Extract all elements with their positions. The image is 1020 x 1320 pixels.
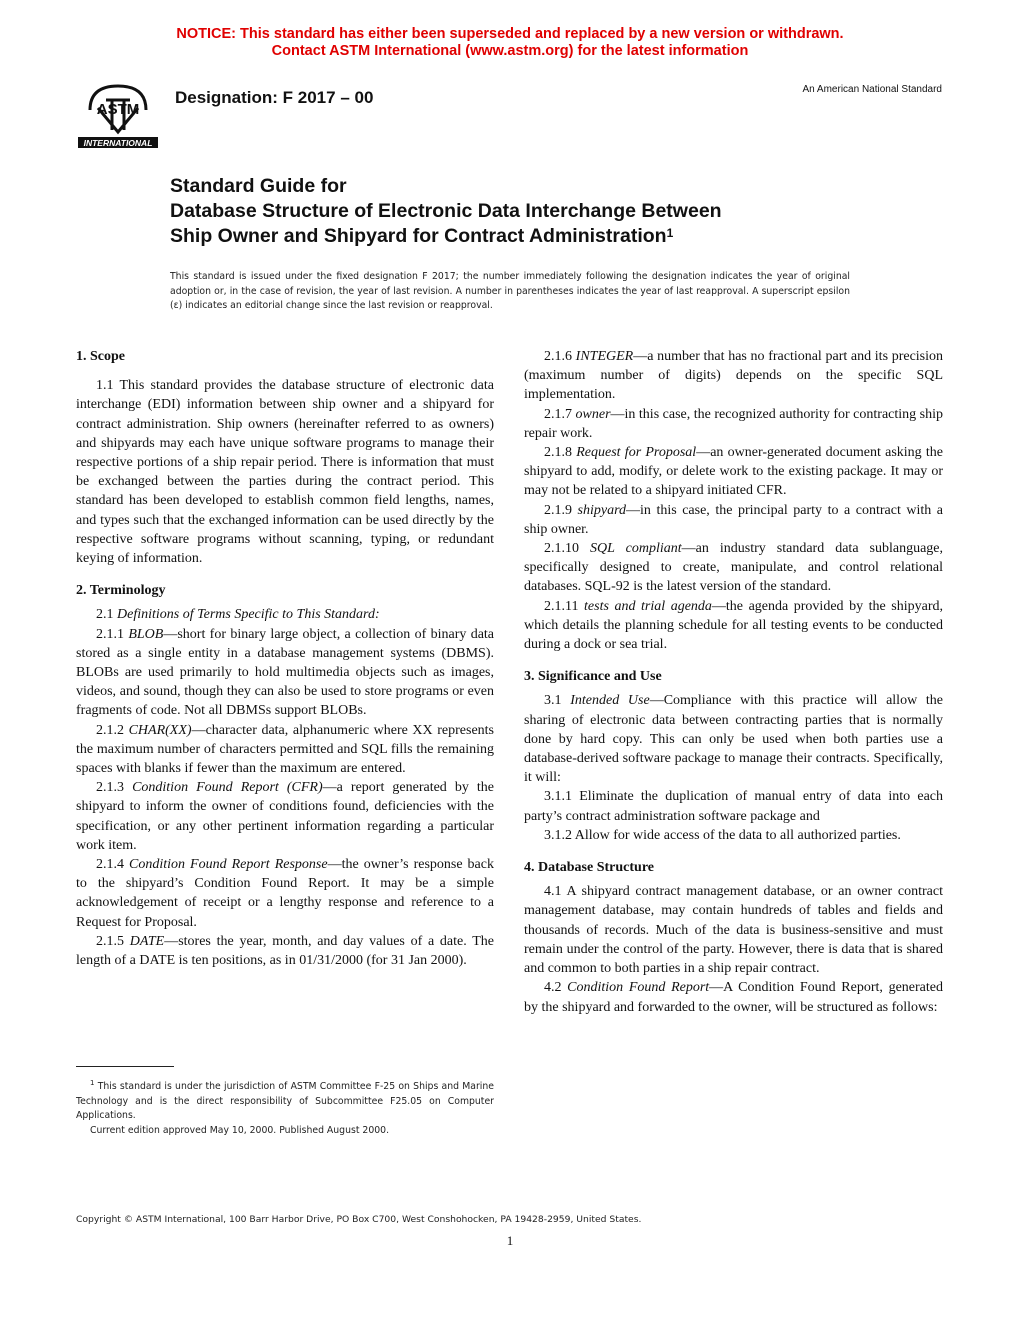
para-3-1-1: 3.1.1 Eliminate the duplication of manual entry of data into each party’s contract administration software package and [524, 789, 943, 824]
footnote-1: $^1$ This standard is under the jurisdiction of ASTM Committee F-25 on Ships and Marine Technology and is the direct responsibility of Subcommittee F25.05 on Computer Applications. [76, 1079, 494, 1122]
def-2-1-5: 2.1.5 DATE—stores the year, month, and day values of a date. The length of a DATE is ten positions, as in 01/31/2000 (for 31 Jan 2000). [76, 933, 494, 969]
notice-line-2: Contact ASTM International (www.astm.org) for the latest information [271, 43, 749, 59]
issued-notice: This standard is issued under the fixed designation F 2017; the number immediately following the designation indicates the year of original adoption or, in the case of revision, the year of last revision. A number in parentheses indicates the year of last reapproval. A superscript epsilon (ε) indicates an editorial change since the last revision or reapproval. [170, 271, 850, 311]
para-3-1-2: 3.1.2 Allow for wide access of the data to all authorized parties. [544, 827, 901, 843]
title-line-2: Database Structure of Electronic Data Interchange Between [170, 200, 722, 222]
copyright: Copyright © ASTM International, 100 Barr Harbor Drive, PO Box C700, West Conshohocken, PA 19428-2959, United States. [76, 1214, 642, 1225]
section-3-heading: 3. Significance and Use [524, 669, 662, 685]
def-2-1-6: 2.1.6 INTEGER—a number that has no fractional part and its precision (maximum number of digits) depends on the specific SQL implementation. [524, 349, 944, 403]
section-2-heading: 2. Terminology [76, 583, 166, 599]
def-2-1-9: 2.1.9 shipyard—in this case, the principal party to a contract with a ship owner. [524, 502, 944, 537]
para-3-1: 3.1 Intended Use—Compliance with this practice will allow the sharing of electronic data between contracting parties that is normally done by hard copy. This can only be used when both parties use a database-derived software package to manage their contracts. Specifically, it will: [524, 693, 943, 786]
footnote-rule [76, 1066, 174, 1067]
notice-line-1: NOTICE: This standard has either been superseded and replaced by a new version or withdrawn. [176, 26, 844, 42]
def-2-1-3: 2.1.3 Condition Found Report (CFR)—a report generated by the shipyard to inform the owner of conditions found, deficiencies with the specification, or any other pertinent information regarding a particular work item. [76, 780, 495, 853]
section-1-heading: 1. Scope [76, 349, 125, 364]
document-title [170, 174, 890, 249]
para-4-2: 4.2 Condition Found Report—A Condition Found Report, generated by the shipyard and forwarded to the owner, will be structured as follows: [524, 980, 943, 1015]
astm-logo-icon [76, 80, 160, 152]
designation: Designation: F 2017 – 00 [175, 88, 374, 107]
def-2-1-7: 2.1.7 owner—in this case, the recognized authority for contracting ship repair work. [524, 406, 943, 441]
def-2-1-10: 2.1.10 SQL compliant—an industry standard data sublanguage, specifically designed to create, manipulate, and control relational databases. SQL-92 is the latest version of the standard. [524, 541, 944, 595]
def-2-1-8: 2.1.8 Request for Proposal—an owner-generated document asking the shipyard to add, modify, or delete work to the existing package. It may or may not be related to a shipyard initiated CFR. [524, 445, 944, 499]
left-column [76, 347, 494, 970]
def-2-1-11: 2.1.11 tests and trial agenda—the agenda provided by the shipyard, which details the planning schedule for all testing events to be conducted during a dock or sea trial. [524, 598, 944, 653]
para-2-1: 2.1 Definitions of Terms Specific to This Standard: [96, 607, 380, 623]
title-footnote-mark: 1 [666, 226, 674, 240]
footnote-edition: Current edition approved May 10, 2000. Published August 2000. [90, 1124, 390, 1136]
def-2-1-2: 2.1.2 CHAR(XX)—character data, alphanumeric where XX represents the maximum number of characters permitted and SQL fills the remaining spaces with blanks if fewer than the maximum are entered. [76, 722, 494, 777]
right-column [524, 347, 943, 1017]
para-4-1: 4.1 A shipyard contract management database, or an owner contract management database, may contain hundreds of tables and fields and thousands of records. Much of the data is business-sensitive and must remain under the control of the party. However, there is data that is shared and common to both parties in a ship repair contract. [524, 884, 943, 977]
def-2-1-1: 2.1.1 BLOB—short for binary large object, a collection of binary data stored as a single entity in a database management systems (DBMS). BLOBs are used primarily to hold multimedia objects such as images, videos, and sound, though they can also be used to store programs or even fragments of code. Not all DBMSs support BLOBs. [76, 626, 495, 719]
title-line-1: Standard Guide for [170, 175, 347, 197]
page-number: 1 [506, 1233, 514, 1248]
notice-banner [0, 26, 1020, 60]
def-2-1-4: 2.1.4 Condition Found Report Response—the owner’s response back to the shipyard’s Condition Found Report. It may be a simple acknowledgement of receipt or a lengthy response and reference to a Request for Proposal. [76, 857, 494, 930]
footnote [76, 1076, 494, 1138]
astm-logo [76, 80, 160, 152]
logo-subtext: INTERNATIONAL [83, 138, 153, 148]
logo-text: ASTM [96, 101, 140, 118]
title-line-3: Ship Owner and Shipyard for Contract Administration$^1$ [170, 225, 674, 247]
section-4-heading: 4. Database Structure [524, 860, 655, 876]
para-1-1: 1.1 This standard provides the database structure of electronic data interchange (EDI) information between ship owner and a shipyard for contract administration. Ship owners (hereinafter referred to as owners) and shipyards may each have unique software programs to manage their respective portions of a ship repair period. There is information that must be exchanged between the parties during the contract period. This standard has been developed to establish common field lengths, names, and types such that the exchanged information can be used directly by the respective software programs without scanning, typing, or redundant keying of information. [76, 378, 494, 567]
american-national-standard: An American National Standard [802, 84, 942, 95]
